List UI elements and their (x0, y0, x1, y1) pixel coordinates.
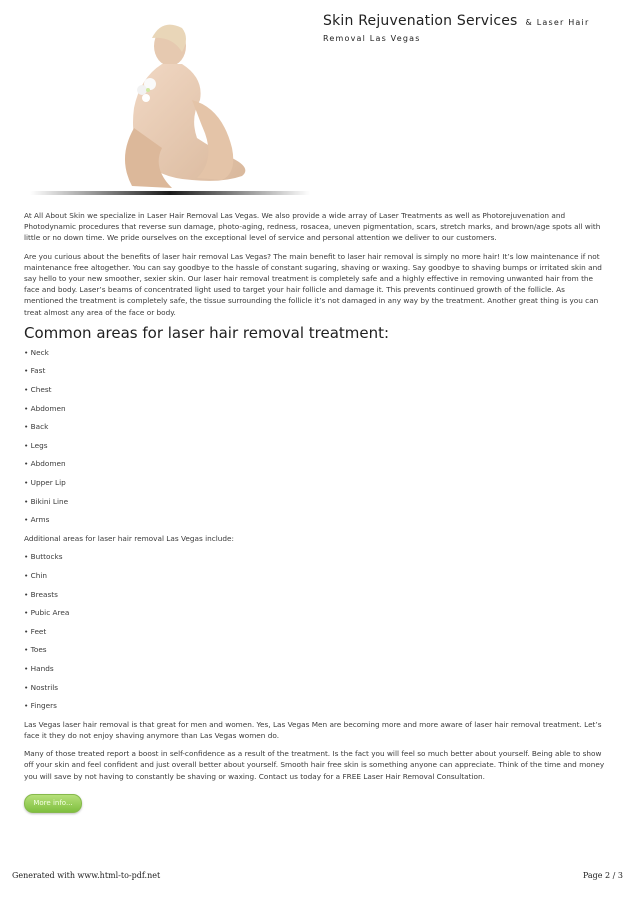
closing-paragraph-1: Las Vegas laser hair removal is that great for men and women. Yes, Las Vegas Men are becoming more and more aware of laser hair removal treatment. Let’s face it they do not enjoy shaving anymore than Las Vegas women do. (24, 719, 602, 740)
page-number: Page 2 / 3 (582, 871, 623, 880)
bullet-icon: • (24, 589, 29, 599)
additional-areas-list (24, 551, 606, 718)
bullet-icon: • (24, 515, 29, 525)
list-item: • Fast (24, 366, 46, 376)
bullet-icon: • (24, 385, 29, 395)
bullet-icon: • (24, 701, 29, 711)
page-header (323, 10, 613, 43)
common-areas-heading: Common areas for laser hair removal treatment: (24, 323, 390, 342)
bullet-icon: • (24, 496, 29, 506)
list-item: • Chin (24, 570, 48, 580)
list-item: • Arms (24, 515, 50, 525)
list-item: • Bikini Line (24, 496, 69, 506)
bullet-icon: • (24, 422, 29, 432)
page-footer (12, 871, 623, 880)
generated-by-text: Generated with www.html-to-pdf.net (12, 871, 161, 880)
list-item: • Chest (24, 385, 52, 395)
list-item: • Fingers (24, 701, 57, 711)
bullet-icon: • (24, 440, 29, 450)
bullet-icon: • (24, 366, 29, 376)
closing-paragraph-2: Many of those treated report a boost in self-confidence as a result of the treatment. Is the fact you will feel so much better about yourself. Being able to show off your skin and feel confident and just overall better about yourself. Smooth hair free skin is something anyone can appreciate. Think of the time and money you will save by not having to constantly be shaving or waxing. Contact us today for a FREE Laser Hair Removal Consultation. (24, 749, 605, 781)
page-title: Skin Rejuvenation Services (323, 13, 518, 29)
bullet-icon: • (24, 477, 29, 487)
page-title-tail: & Laser Hair (525, 18, 590, 27)
list-item: • Buttocks (24, 552, 63, 562)
additional-areas-intro: Additional areas for laser hair removal Las Vegas include: (24, 533, 234, 543)
more-info-button[interactable]: More info... (24, 794, 82, 813)
list-item: • Feet (24, 626, 47, 636)
list-item: • Pubic Area (24, 608, 70, 618)
main-content (24, 210, 606, 813)
bullet-icon: • (24, 626, 29, 636)
list-item: • Neck (24, 347, 49, 357)
bullet-icon: • (24, 608, 29, 618)
bullet-icon: • (24, 552, 29, 562)
intro-paragraph-2: Are you curious about the benefits of laser hair removal Las Vegas? The main benefit to laser hair removal is simply no more hair! It’s low maintenance if not maintenance free altogether. You can say goodbye to the hassle of constant sugaring, shaving or waxing. Say goodbye to shaving bumps or irritated skin and say hello to your new smoother, sexier skin. Our laser hair removal treatment is completely safe and a highly effective in removing unwanted hair from the face and body. Laser’s beams of concentrated light used to target your hair follicle and damage it. This prevents continued growth of the follicle. As mentioned the treatment is completely safe, the tissue surrounding the follicle it’s not damaged in any way by the treatment. Another great thing is you can treat almost any area of the face or body. (24, 251, 602, 317)
bullet-icon: • (24, 459, 29, 469)
intro-paragraph-1: At All About Skin we specialize in Laser Hair Removal Las Vegas. We also provide a wide array of Laser Treatments as well as Photorejuvenation and Photodynamic procedures that reverse sun damage, photo-aging, redness, rosacea, uneven pigmentation, scars, stretch marks, and brown/age spots all with little or no down time. We pride ourselves on the exceptional level of service and personal attention we deliver to our customers. (24, 211, 601, 243)
list-item: • Hands (24, 663, 54, 673)
bullet-icon: • (24, 570, 29, 580)
bullet-icon: • (24, 663, 29, 673)
bullet-icon: • (24, 403, 29, 413)
list-item: • Breasts (24, 589, 58, 599)
list-item: • Upper Lip (24, 477, 66, 487)
bullet-icon: • (24, 645, 29, 655)
list-item: • Nostrils (24, 682, 59, 692)
page-title-line2: Removal Las Vegas (323, 34, 421, 43)
list-item: • Abdomen (24, 459, 66, 469)
list-item: • Abdomen (24, 403, 66, 413)
list-item: • Legs (24, 440, 48, 450)
hero-image (22, 8, 317, 200)
bullet-icon: • (24, 682, 29, 692)
common-areas-list (24, 347, 606, 533)
list-item: • Back (24, 422, 49, 432)
list-item: • Toes (24, 645, 47, 655)
bullet-icon: • (24, 347, 29, 357)
